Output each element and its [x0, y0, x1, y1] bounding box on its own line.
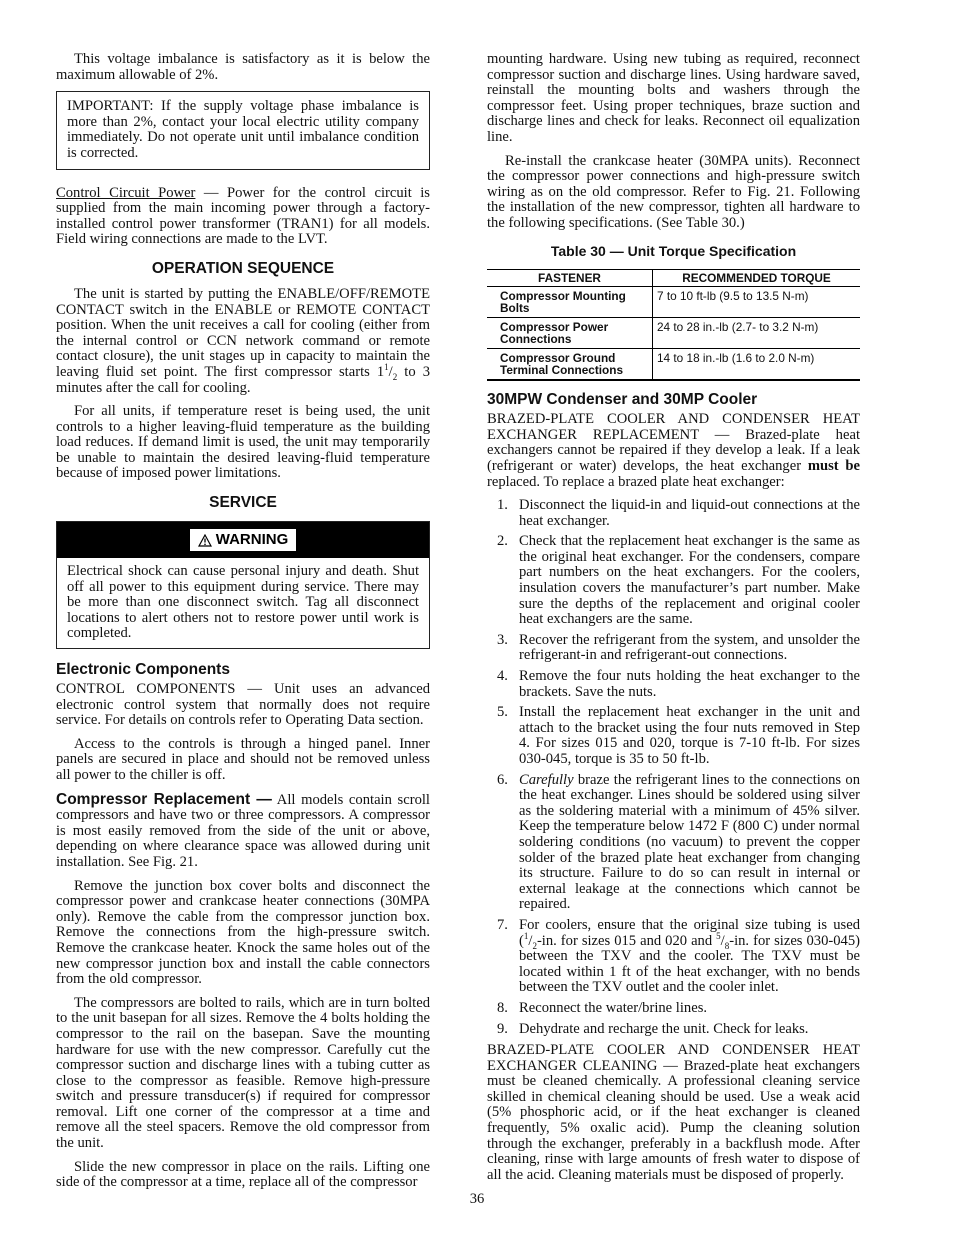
- page-number: 36: [469, 1191, 485, 1207]
- imbalance-paragraph: This voltage imbalance is satisfactory as it is below the maximum allowable of 2%.: [56, 51, 430, 83]
- torque-table: [487, 269, 860, 381]
- table-header-row: [487, 270, 860, 287]
- operation-sequence-heading: OPERATION SEQUENCE: [151, 259, 335, 277]
- condenser-cooler-heading: 30MPW Condenser and 30MP Cooler: [487, 391, 758, 409]
- service-heading: SERVICE: [209, 494, 277, 512]
- list-item: 1. Disconnect the liquid-in and liquid-out connections at the heat exchanger.: [497, 497, 860, 529]
- table-row: [487, 318, 860, 349]
- replacement-intro-paragraph: BRAZED-PLATE COOLER AND CONDENSER HEAT EXCHANGER REPLACEMENT — Brazed-plate heat exchangers cannot be repaired if they develop a leak. If a leak (refrigerant or water) develops, the heat exchanger must be replaced. To replace a brazed plate heat exchanger:: [487, 411, 860, 490]
- right-column: [487, 52, 860, 1191]
- operation-paragraph-1: The unit is started by putting the ENABLE/OFF/REMOTE CONTACT switch in the ENABLE or REMOTE CONTACT position. When the unit receives a call for cooling (either from the internal control or CCN network command or remote contact closure), the unit stages up in capacity to maintain the leaving fluid set point. The first compressor starts $1^1/_2$ to 3 minutes after the call for cooling.: [56, 285, 431, 396]
- compressor-replacement-heading: Compressor Replacement —: [56, 790, 272, 808]
- warning-label: WARNING: [190, 529, 297, 551]
- table-row: [487, 287, 860, 318]
- cleaning-paragraph: BRAZED-PLATE COOLER AND CONDENSER HEAT EXCHANGER CLEANING — Brazed-plate heat exchangers must be cleaned chemically. A professional cleaning service skilled in chemical cleaning should be used. Use a weak acid (5% phosphoric acid, or if the heat exchanger is cleaned frequently, 5% oxalic acid). Pump the cleaning solution through the exchanger, preferably in a backflush mode. After cleaning, rinse with large amounts of fresh water to dispose of all the acid. Cleaning materials must be disposed of properly.: [487, 1042, 860, 1183]
- compressor-paragraph-4: Slide the new compressor in place on the rails. Lifting one side of the compressor at a time, replace all of the compressor: [56, 1158, 430, 1191]
- crankcase-paragraph: Re-install the crankcase heater (30MPA units). Reconnect the compressor power connections and high-pressure switch wiring as on the old compressor. Refer to Fig. 21. Following the installation of the new compressor, tighten all hardware to the following specifications. (See Table 30.): [487, 152, 860, 231]
- table-cell-fastener: Compressor Mounting Bolts: [487, 287, 653, 318]
- list-item: 7. For coolers, ensure that the original size tubing is used ($^1/_2-in$. for sizes 015 and 020 and $^5/_8-in$. for sizes 030-045) between the TXV and the cooler. The TXV must be located within 1 ft of the heat exchanger, with no bends between the TXV outlet and the cooler inlet.: [497, 916, 860, 996]
- replacement-steps: [487, 498, 860, 1037]
- table-cell-torque: 14 to 18 in.-lb (1.6 to 2.0 N-m): [653, 349, 861, 381]
- table-header: RECOMMENDED TORQUE: [653, 270, 861, 287]
- list-item: 6. Carefully braze the refrigerant lines to the connections on the heat exchanger. Lines should be soldered using silver as the soldering material with a minimum of 45% silver. Keep the temperature below 1472 F (800 C) under normal soldering conditions (no vacuum) to prevent the copper solder of the brazed plate heat exchanger from changing its structure. Failure to do so can result in internal or external leakage at the connections which cannot be repaired.: [497, 771, 860, 913]
- table-caption: Table 30 — Unit Torque Specification: [550, 242, 797, 259]
- table-header: FASTENER: [487, 270, 653, 287]
- control-circuit-text: — Power for the control circuit is supplied from the main incoming power through a factory-installed control power transformer (TRAN1) for all models. Field wiring connections are made to the LVT.: [56, 184, 430, 248]
- list-item: 9. Dehydrate and recharge the unit. Check for leaks.: [497, 1020, 809, 1037]
- control-components-paragraph: CONTROL COMPONENTS — Unit uses an advanced electronic control system that normally does not require service. For details on controls refer to Operating Data section.: [56, 681, 430, 729]
- table-cell-fastener: Compressor Power Connections: [487, 318, 653, 349]
- list-item: 8. Reconnect the water/brine lines.: [497, 999, 708, 1016]
- controls-access-paragraph: Access to the controls is through a hinged panel. Inner panels are secured in place and should not be removed unless all power to the chiller is off.: [56, 735, 430, 783]
- control-circuit-paragraph: [56, 186, 430, 248]
- mounting-hardware-paragraph: mounting hardware. Using new tubing as required, reconnect compressor suction and discharge lines. Using hardware saved, reinstall the mounting bolts and washers through the compressor feet. Using proper techniques, braze suction and discharge lines and check for leaks. Reconnect oil equalization line.: [487, 51, 860, 145]
- operation-paragraph-2: For all units, if temperature reset is being used, the unit controls to a higher leaving-fluid temperature as the building load reduces. If demand limit is used, the unit may temporarily be unable to maintain the desired leaving-fluid temperature because of imposed power limitations.: [56, 403, 430, 482]
- compressor-replacement-paragraph: Compressor Replacement — All models contain scroll compressors and have two or three compressors. A compressor is most easily removed from the side of the unit or above, depending on where clearance space was allowed during unit installation. See Fig. 21.: [56, 790, 430, 870]
- table-row: [487, 349, 860, 381]
- control-circuit-lead: Control Circuit Power: [56, 184, 196, 201]
- list-item: 3. Recover the refrigerant from the system, and unsolder the refrigerant-in and refrigerant-out connections.: [497, 631, 860, 664]
- warning-triangle-icon: [198, 534, 212, 547]
- table-cell-torque: 24 to 28 in.-lb (2.7- to 3.2 N-m): [653, 318, 861, 349]
- electronic-components-heading: Electronic Components: [56, 661, 230, 679]
- left-column: [56, 52, 430, 1199]
- warning-box: [56, 521, 430, 649]
- compressor-paragraph-3: The compressors are bolted to rails, which are in turn bolted to the unit basepan for all sizes. Remove the 4 bolts holding the compressor to the rail on the basepan. Save the mounting hardware for use with the new compressor. Carefully cut the compressor suction and discharge lines with a tubing cutter as close to the compressor as feasible. Remove high-pressure switch and pressure transducer(s) if required for compressor removal. Lift one corner of the compressor at a time and remove all the steel spacers. Remove the old compressor from the unit.: [56, 994, 430, 1152]
- compressor-paragraph-2: Remove the junction box cover bolts and disconnect the compressor power and crankcase heater connections (30MPA only). Remove the cable from the compressor junction box. Remove the connections from the high-pressure switch. Remove the crankcase heater. Knock the same holes out of the new compressor junction box and install the cable connectors from the old compressor.: [56, 877, 430, 988]
- important-notice: IMPORTANT: If the supply voltage phase imbalance is more than 2%, contact your local electric utility company immediately. Do not operate unit until imbalance condition is corrected.: [56, 91, 430, 169]
- table-cell-torque: 7 to 10 ft-lb (9.5 to 13.5 N-m): [653, 287, 861, 318]
- warning-header: [57, 522, 429, 558]
- warning-text: Electrical shock can cause personal injury and death. Shut off all power to this equipment during service. There may be more than one disconnect switch. Tag all disconnect locations to alert others not to restore power until work is completed.: [67, 563, 419, 642]
- list-item: 2. Check that the replacement heat exchanger is the same as the original heat exchanger. For the condensers, compare part numbers on the heat exchangers. For the coolers, insulation covers the manufacturer’s part number. Make sure the depths of the replacement and original cooler heat exchangers are the same.: [497, 533, 860, 628]
- table-cell-fastener: Compressor Ground Terminal Connections: [487, 349, 653, 381]
- list-item: 5. Install the replacement heat exchanger in the unit and attach to the bracket using the four nuts removed in Step 4. For sizes 015 and 020, torque is 7-10 ft-lb. For sizes 030-045, torque is 35 to 50 ft-lb.: [497, 704, 860, 767]
- list-item: 4. Remove the four nuts holding the heat exchanger to the brackets. Save the nuts.: [497, 668, 860, 700]
